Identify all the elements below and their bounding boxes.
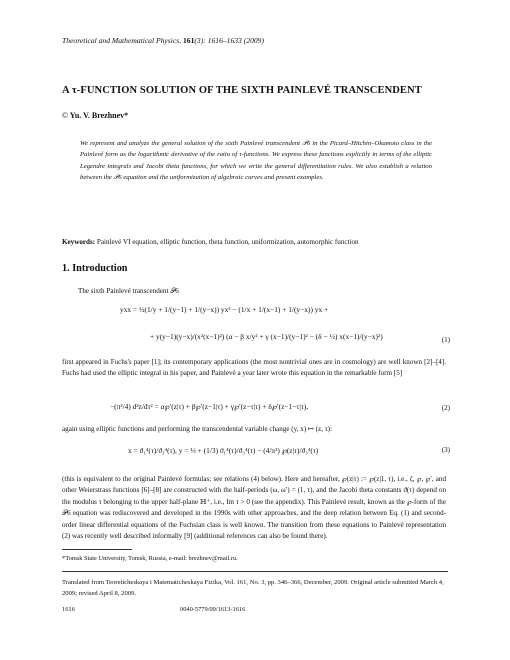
journal-header: [62, 36, 264, 45]
footnote-rule: [62, 549, 132, 550]
author-name: Yu. V. Brezhnev*: [69, 111, 129, 120]
journal-name: Theoretical and Mathematical Physics,: [62, 36, 182, 45]
paper-title: A τ-FUNCTION SOLUTION OF THE SIXTH PAINLEVÉ TRANSCENDENT: [62, 85, 422, 96]
paragraph-fuchs: first appeared in Fuchs's paper [1]; its contemporary applications (the most nontrivial ones are in cosmology) are well known [2]–[4]. Fuchs had used the elliptic integral in his paper, and Painlevé a year later wrote this equation in the remarkable form [5]: [62, 358, 446, 378]
paragraph-weierstrass: (this is equivalent to the original Painlevé formulas; see relations (4) below). Here and hereafter, ℘(z|τ) := ℘(z|1, τ), i.e., ζ, ℘, ℘′, and other Weierstrass functions [6]–[8] are constructed with the half-periods (ω, ω′) = (1, τ), and the Jacobi theta constants ϑ(τ) depend on the modulus τ belonging to the upper half-plane ℍ⁺, i.e., Im τ > 0 (see the appendix). This Painlevé result, known as the ℘-form of the 𝒫6 equation was rediscovered and developed in the 1990s with other approaches, and the deep relation between Eq. (1) and second-order linear differential equations of the Fuchsian class is well known. The transition from these equations to Painlevé representation (2) was recently well described informally [9] (additional references can also be found there).: [62, 475, 446, 541]
page-number: 1616: [62, 606, 75, 613]
journal-issue-pages: (3): 1616–1633 (2009): [194, 36, 264, 45]
journal-volume: 161: [183, 36, 195, 45]
copyright-symbol: ©: [62, 111, 69, 120]
section-heading: [62, 263, 127, 274]
equation-1-number: (1): [441, 336, 450, 344]
intro-sentence: The sixth Painlevé transcendent 𝒫6: [78, 287, 179, 295]
section-number: 1.: [62, 263, 70, 274]
translation-rule: [62, 571, 448, 572]
author-line: [62, 111, 128, 120]
keywords: [62, 238, 462, 246]
equation-2-number: (2): [441, 404, 450, 412]
issn: 0040-5779/09/1613-1616: [180, 606, 246, 613]
section-title: Introduction: [72, 263, 128, 274]
equation-3-number: (3): [441, 446, 450, 454]
equation-1-line-2: + y(y−1)(y−x)/(x²(x−1)²) (α − β x/y² + γ (x−1)/(y−1)² − (δ − ½) x(x−1)/(y−x)²): [150, 332, 383, 341]
footnote: *Tomsk State University, Tomsk, Russia, e-mail: brezhnev@mail.ru.: [62, 555, 238, 562]
equation-2: −(π²/4) d²z/dτ² = α℘′(z|τ) + β℘′(z−1|τ) + γ℘′(z−τ|τ) + δ℘′(z−1−τ|τ),: [110, 402, 309, 411]
keywords-text: Painlevé VI equation, elliptic function, theta function, uniformization, automorphic function: [96, 238, 359, 246]
equation-3: x = ϑ₁⁴(τ)/ϑ₃⁴(τ), y = ⅓ + (1/3) ϑ₁⁴(τ)/ϑ₃⁴(τ) − (4/π²) ℘(z|τ)/ϑ₃⁴(τ): [128, 446, 319, 455]
equation-1-line-1: yxx = ½(1/y + 1/(y−1) + 1/(y−x)) yx² − (1/x + 1/(x−1) + 1/(y−x)) yx +: [120, 305, 329, 314]
abstract: We represent and analyze the general solution of the sixth Painlevé transcendent 𝒫6 in the Picard–Hitchin–Okamoto class in the Painlevé form as the logarithmic derivative of the ratio of τ-functions. We express these functions explicitly in terms of the elliptic Legendre integrals and Jacobi theta functions, for which we write the general differentiation rules. We also establish a relation between the 𝒫6 equation and the uniformization of algebraic curves and present examples.: [80, 140, 432, 181]
translation-note: Translated from Teoreticheskaya i Matematicheskaya Fizika, Vol. 161, No. 3, pp. 346–366, December, 2009. Original article submitted March 4, 2009; revised April 8, 2009.: [62, 579, 444, 597]
keywords-label: Keywords:: [62, 238, 96, 246]
paragraph-variable-change: again using elliptic functions and performing the transcendental variable change (y, x) ↦ (z, τ):: [62, 425, 332, 433]
